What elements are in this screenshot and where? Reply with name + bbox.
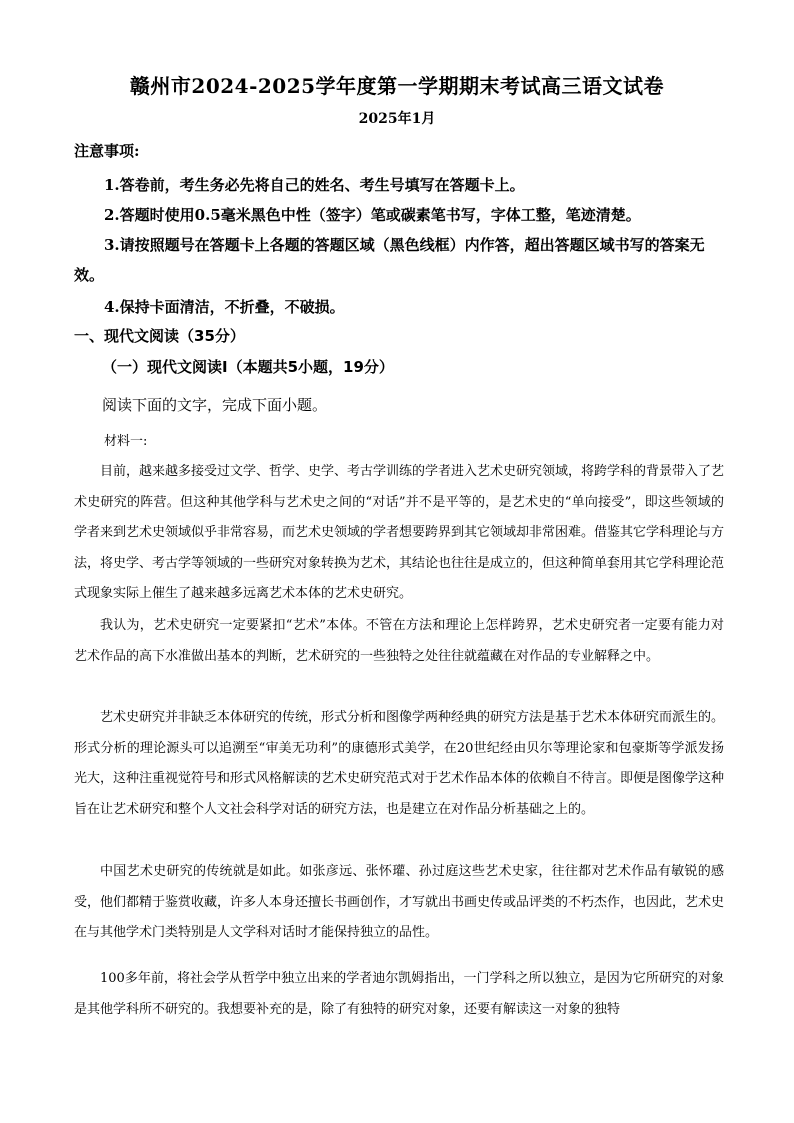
paragraph-5: 100多年前，将社会学从哲学中独立出来的学者迪尔凯姆指出，一门学科之所以独立，是因为它所研究的对象是其他学科所不研究的。我想要补充的是，除了有独特的研究对象，还要有解读这一对象的独特 [74, 971, 724, 1017]
exam-title: 赣州市2024-2025学年度第一学期期末考试高三语文试卷 [129, 74, 665, 98]
paragraph-3: 艺术史研究并非缺乏本体研究的传统，形式分析和图像学两种经典的研究方法是基于艺术本体研究而派生的。形式分析的理论源头可以追溯至“审美无功利”的康德形式美学，在20世纪经由贝尔等理论家和包豪斯等学派发扬光大，这种注重视觉符号和形式风格解读的艺术史研究范式对于艺术作品本体的依赖自不待言。即便是图像学这种旨在让艺术研究和整个人文社会科学对话的研究方法，也是建立在对作品分析基础之上的。 [74, 710, 725, 817]
notice-item-3: 3.请按照题号在答题卡上各题的答题区域（黑色线框）内作答，超出答题区域书写的答案无效。 [74, 236, 705, 284]
paragraph-2: 我认为，艺术史研究一定要紧扣“艺术”本体。不管在方法和理论上怎样跨界，艺术史研究者一定要有能力对艺术作品的高下水准做出基本的判断，艺术研究的一些独特之处往往就蕴藏在对作品的专业解释之中。 [74, 618, 724, 664]
reading-instruction: 阅读下面的文字，完成下面小题。 [102, 396, 328, 414]
subsection-title: （一）现代文阅读Ⅰ（本题共5小题，19分） [102, 358, 394, 376]
paragraph-4: 中国艺术史研究的传统就是如此。如张彦远、张怀瓘、孙过庭这些艺术史家，往往都对艺术作品有敏锐的感受，他们都精于鉴赏收藏，许多人本身还擅长书画创作，才写就出书画史传或品评类的不朽杰作，也因此，艺术史在与其他学术门类特别是人文学科对话时才能保持独立的品性。 [74, 864, 725, 940]
notice-item-2: 2.答题时使用0.5毫米黑色中性（签字）笔或碳素笔书写，字体工整，笔迹清楚。 [104, 206, 641, 224]
paragraph-1: 目前，越来越多接受过文学、哲学、史学、考古学训练的学者进入艺术史研究领域，将跨学科的背景带入了艺术史研究的阵营。但这种其他学科与艺术史之间的“对话”并不是平等的，是艺术史的“单向接受”，即这些领域的学者来到艺术史领域似乎非常容易，而艺术史领域的学者想要跨界到其它领域却非常困难。借鉴其它学科理论与方法，将史学、考古学等领域的一些研究对象转换为艺术，其结论也往往是成立的，但这种简单套用其它学科理论范式现象实际上催生了越来越多远离艺术本体的艺术史研究。 [74, 464, 725, 601]
section-title: 一、现代文阅读（35分） [74, 327, 245, 345]
notice-item-1: 1.答卷前，考生务必先将自己的姓名、考生号填写在答题卡上。 [104, 176, 525, 194]
exam-date: 2025年1月 [358, 111, 436, 127]
material-label: 材料一: [104, 434, 148, 449]
notice-item-4: 4.保持卡面清洁，不折叠，不破损。 [104, 298, 345, 316]
notice-heading: 注意事项: [74, 142, 140, 160]
